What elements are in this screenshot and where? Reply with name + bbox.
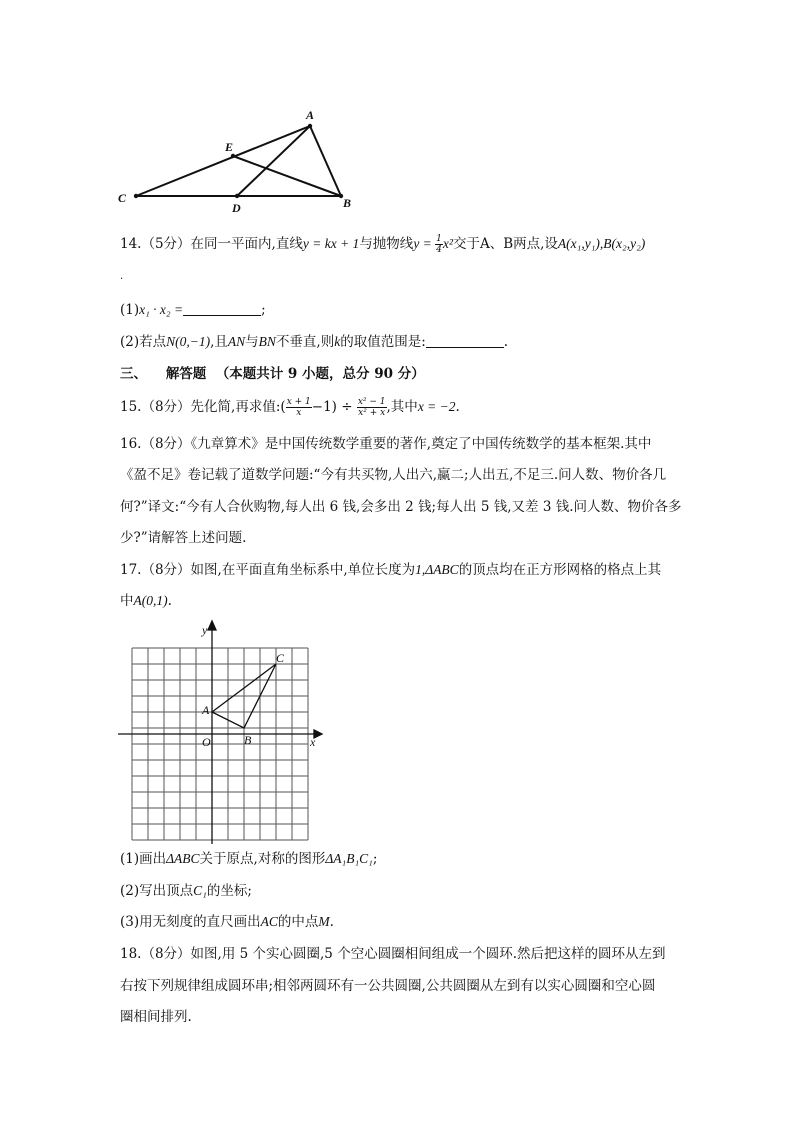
q14-period: . xyxy=(120,271,124,282)
axis-y-label: y xyxy=(202,623,208,637)
fraction-x-plus-1-over-x: $\frac{x + 1}{x}$ xyxy=(286,397,311,418)
axis-x-label: x xyxy=(310,735,316,749)
q14-stem: 14.（5分）在同一平面内,直线y = kx + 1与抛物线y = $\frac{1}{4}$ x²交于A、B两点,设A(x₁,y₁),B(x₂,y₂) xyxy=(120,234,646,255)
q17-sub1: (1)画出ΔABC关于原点,对称的图形ΔA₁B₁C₁; xyxy=(120,851,378,867)
q17-line-1: 17.（8分）如图,在平面直角坐标系中,单位长度为1,ΔABC的顶点均在正方形网格的格点上其 xyxy=(120,562,662,578)
q14-sub2: (2)若点N(0,−1),且AN与BN不垂直,则k的取值范围是: . xyxy=(120,334,509,350)
label-d: D xyxy=(232,201,241,215)
q18-line-1: 18.（8分）如图,用 5 个实心圆圈,5 个空心圆圈相间组成一个圆环.然后把这样的圆环从左到 xyxy=(120,946,666,962)
y-axis-arrow-icon xyxy=(208,621,216,630)
answer-blank-1[interactable] xyxy=(183,301,261,316)
q15-stem: 15.（8分）先化简,再求值:( $\frac{x + 1}{x}$ −1) ÷ $\frac{\text{x² − 1}}{\text{x² + x}}$ ,其中x = −2. xyxy=(120,397,460,418)
q17-sub3: (3)用无刻度的直尺画出AC的中点M. xyxy=(120,914,334,930)
point-c-label: C xyxy=(276,651,285,665)
q18-line-2: 右按下列规律组成圆环串;相邻两圆环有一公共圆圈,公共圆圈从左到有以实心圆圈和空心圆 xyxy=(120,978,656,994)
q16-line-3: 何?”译文:“今有人合伙购物,每人出 6 钱,会多出 2 钱;每人出 5 钱,又差 3 钱.问人数、物价各多 xyxy=(120,499,682,515)
q18-line-3: 圈相间排列. xyxy=(120,1009,192,1025)
point-b-label: B xyxy=(244,733,252,747)
q16-line-1: 16.（8分）《九章算术》是中国传统数学重要的著作,奠定了中国传统数学的基本框架.其中 xyxy=(120,436,652,452)
q16-line-2: 《盈不足》卷记载了道数学问题:“今有共买物,人出六,赢二;人出五,不足三.问人数、物价各几 xyxy=(120,467,667,483)
label-a: A xyxy=(306,108,315,122)
label-b: B xyxy=(343,196,352,210)
section-3-heading: 三、 解答题 （本题共计 9 小题，总分 90 分） xyxy=(120,366,425,382)
fraction-one-quarter: $\frac{1}{4}$ xyxy=(436,234,442,255)
answer-blank-2[interactable] xyxy=(426,333,504,348)
triangle-figure xyxy=(112,106,362,218)
fraction-x2-minus-1-over-x2-plus-x: $\frac{\text{x² − 1}}{\text{x² + x}}$ xyxy=(357,397,386,418)
segment-ca xyxy=(136,126,310,196)
q17-line-2: 中A(0,1). xyxy=(120,593,172,609)
label-c: C xyxy=(118,191,127,205)
label-e: E xyxy=(225,140,234,154)
origin-label: O xyxy=(202,735,211,749)
grid-lines xyxy=(132,648,308,840)
q14-sub1: (1)x₁ · x₂ = ; xyxy=(120,302,266,318)
q16-line-4: 少?”请解答上述问题. xyxy=(120,530,247,546)
segment-eb xyxy=(233,156,341,196)
coordinate-grid-figure xyxy=(118,618,328,844)
q17-sub2: (2)写出顶点C₁的坐标; xyxy=(120,883,252,899)
point-a-label: A xyxy=(202,703,210,717)
